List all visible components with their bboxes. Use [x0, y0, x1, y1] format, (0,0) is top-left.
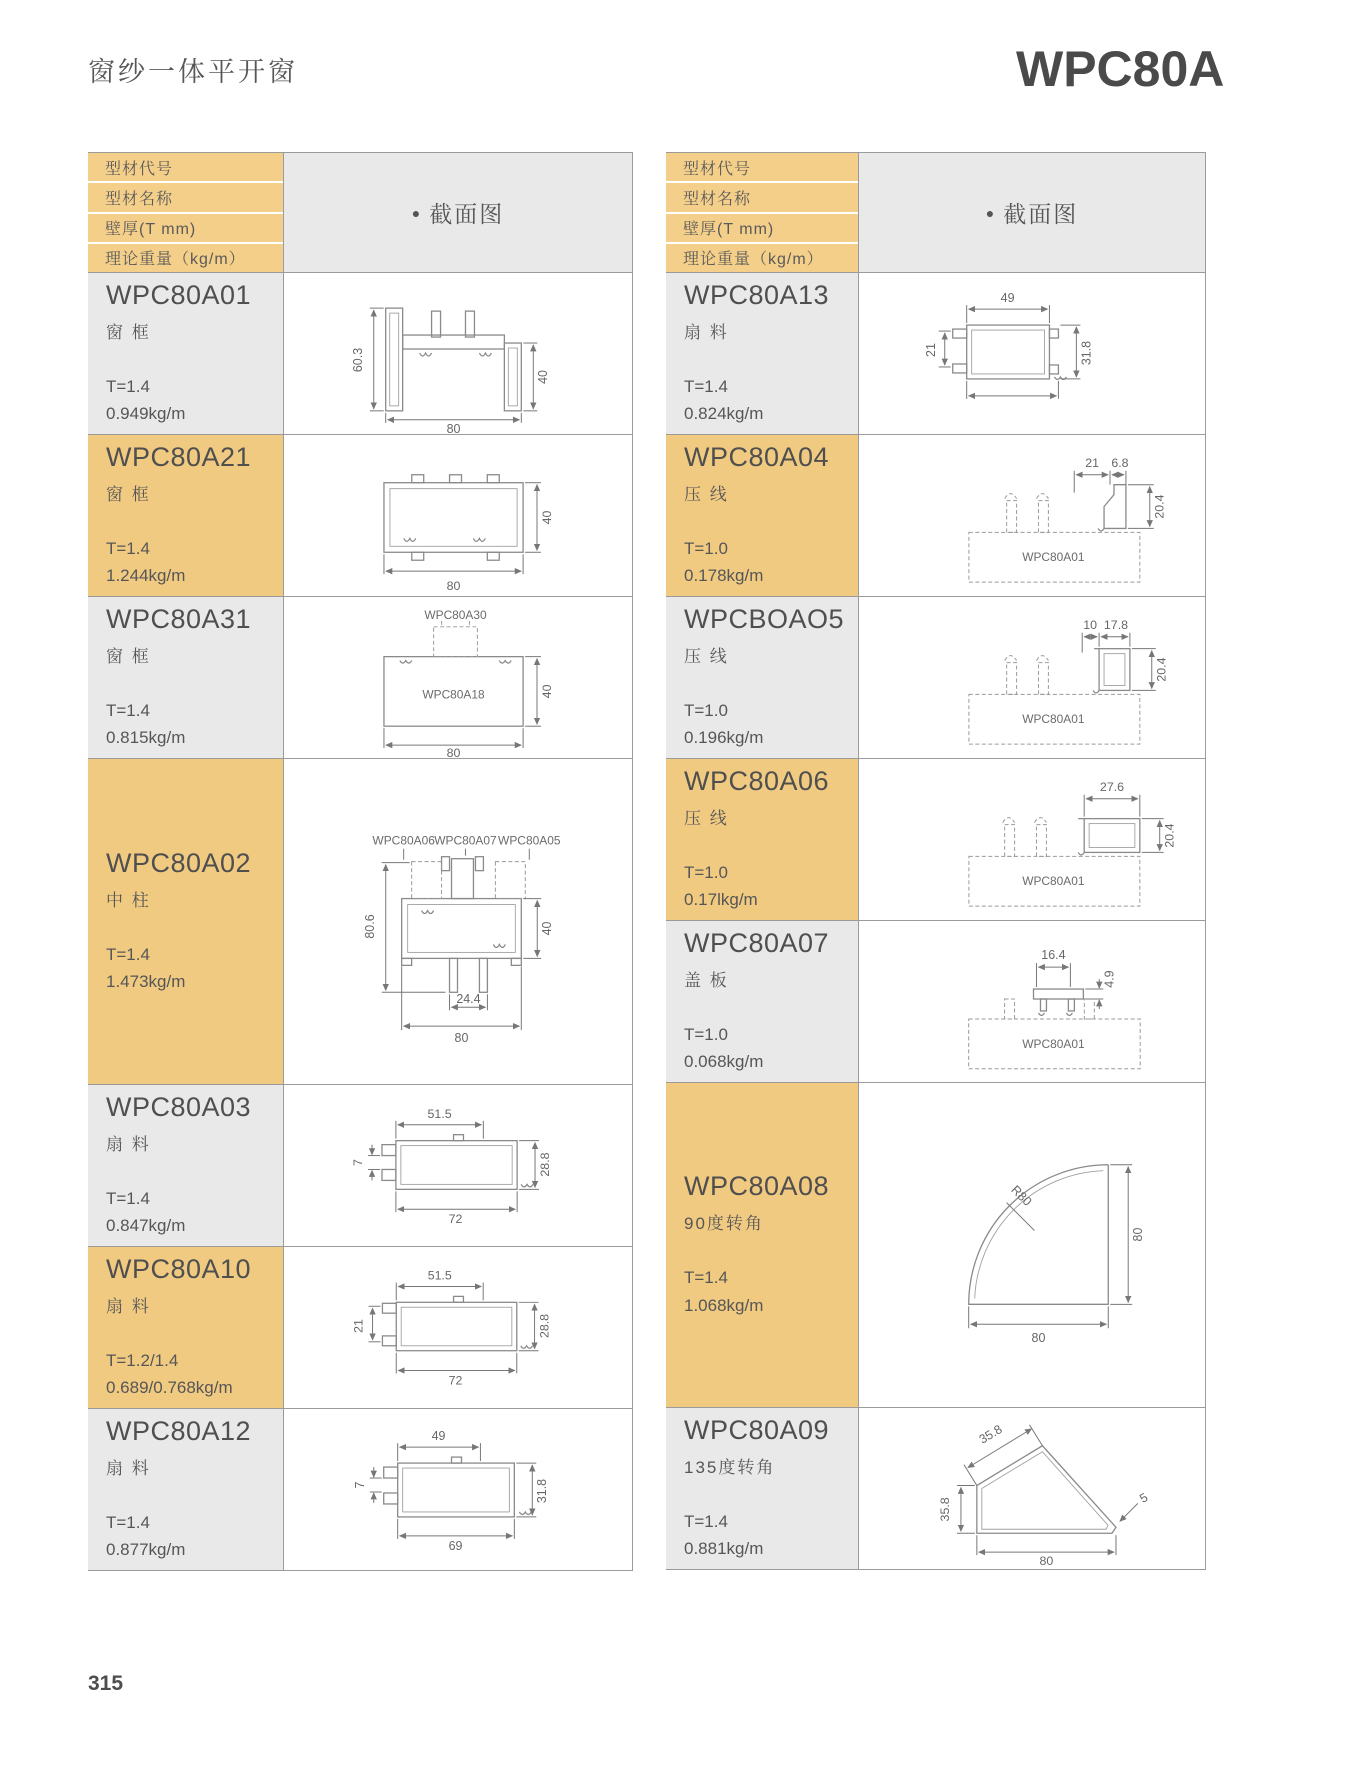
- profile-info-cell: [88, 1409, 283, 1570]
- profile-name: 压 线: [684, 484, 729, 504]
- part-label: WPC80A30: [424, 607, 487, 622]
- dim-label: 40: [536, 370, 551, 384]
- part-label: WPC80A05: [498, 833, 561, 848]
- table-row: [88, 1247, 632, 1409]
- page-number: 315: [88, 1672, 124, 1695]
- header-label-column: [88, 153, 283, 272]
- profile-code: WPC80A04: [684, 441, 830, 472]
- profile-name: 窗 框: [106, 484, 151, 504]
- profile-code: WPC80A31: [106, 603, 252, 634]
- profile-name: 扇 料: [106, 1296, 151, 1316]
- unit-weight: 1.068kg/m: [684, 1295, 764, 1315]
- profile-code: WPC80A07: [684, 927, 830, 958]
- wall-thickness: T=1.4: [684, 1268, 728, 1288]
- profile-name: 扇 料: [684, 322, 729, 342]
- unit-weight: 0.17lkg/m: [684, 890, 758, 909]
- dim-label: 80: [446, 579, 461, 594]
- unit-weight: 0.824kg/m: [684, 404, 764, 423]
- bullet-icon: ●: [411, 204, 423, 221]
- profile-code: WPCBOAO5: [684, 603, 845, 634]
- header-unit-weight: 理论重量（kg/m）: [666, 244, 858, 272]
- dim-label: R80: [1008, 1182, 1035, 1209]
- profile-code: WPC80A21: [106, 441, 252, 472]
- cross-section-diagram: [859, 759, 1205, 920]
- table-row: [88, 273, 632, 435]
- dim-label: 35.8: [976, 1422, 1005, 1447]
- unit-weight: 0.689/0.768kg/m: [106, 1378, 233, 1397]
- profile-info-cell: [88, 1085, 283, 1246]
- profile-code: WPC80A06: [684, 765, 830, 796]
- dim-label: 5: [1137, 1490, 1151, 1506]
- unit-weight: 0.068kg/m: [684, 1052, 764, 1071]
- dim-label: 20.4: [1152, 494, 1167, 519]
- cross-section-diagram: [859, 921, 1205, 1082]
- header-unit-weight: 理论重量（kg/m）: [88, 244, 283, 272]
- unit-weight: 0.196kg/m: [684, 728, 764, 747]
- wall-thickness: T=1.4: [106, 376, 150, 396]
- section-drawing-header: [283, 153, 632, 272]
- table-row: [88, 435, 632, 597]
- dim-label: 31.8: [535, 1478, 550, 1504]
- dim-label: 7: [352, 1481, 367, 1489]
- header-profile-name: 型材名称: [666, 183, 858, 211]
- header-profile-code: 型材代号: [666, 153, 858, 181]
- profile-code: WPC80A01: [106, 279, 252, 310]
- cross-section-cell: [858, 597, 1205, 758]
- cross-section-cell: [858, 921, 1205, 1082]
- unit-weight: 0.881kg/m: [684, 1539, 764, 1558]
- table-row: [666, 921, 1205, 1083]
- dim-label: 51.5: [427, 1106, 452, 1121]
- dim-label: 16.4: [1041, 948, 1066, 963]
- dim-label: 17.8: [1103, 617, 1129, 632]
- wall-thickness: T=1.0: [684, 1024, 728, 1044]
- profile-code: WPC80A03: [106, 1091, 252, 1122]
- bullet-icon: ●: [985, 204, 997, 221]
- wall-thickness: T=1.0: [684, 700, 728, 720]
- part-label: WPC80A01: [1022, 712, 1085, 727]
- unit-weight: 0.815kg/m: [106, 728, 186, 747]
- profile-info-cell: [666, 1083, 858, 1407]
- cross-section-diagram: [284, 1247, 632, 1408]
- table-row: [666, 759, 1205, 921]
- dim-label: 4.9: [1102, 970, 1117, 988]
- unit-weight: 0.847kg/m: [106, 1216, 186, 1235]
- dim-label: 21: [1085, 455, 1100, 470]
- cross-section-diagram: [284, 597, 632, 758]
- part-label: WPC80A01: [1022, 874, 1085, 889]
- series-code-title: WPC80A: [1016, 41, 1225, 97]
- dim-label: 20.4: [1162, 823, 1177, 848]
- cross-section-diagram: [859, 273, 1205, 434]
- unit-weight: 1.473kg/m: [106, 972, 186, 991]
- dim-label: 10: [1083, 617, 1098, 632]
- header-profile-code: 型材代号: [88, 153, 283, 181]
- part-label: WPC80A01: [1022, 550, 1085, 565]
- cross-section-cell: [858, 435, 1205, 596]
- dim-label: 40: [540, 921, 555, 936]
- profile-info-cell: [88, 1247, 283, 1408]
- cross-section-cell: [858, 759, 1205, 920]
- table-row: [666, 1083, 1205, 1408]
- header-label-column: [666, 153, 858, 272]
- cross-section-cell: [858, 1083, 1205, 1407]
- dim-label: 27.6: [1099, 779, 1125, 794]
- dim-label: 35.8: [938, 1497, 953, 1522]
- part-label: WPC80A01: [1022, 1036, 1085, 1051]
- table-row: [88, 1085, 632, 1247]
- profile-code: WPC80A10: [106, 1253, 252, 1284]
- profile-info-cell: [88, 597, 283, 758]
- wall-thickness: T=1.0: [684, 538, 728, 558]
- profile-code: WPC80A09: [684, 1414, 830, 1445]
- cross-section-cell: [283, 1247, 632, 1408]
- profile-name: 压 线: [684, 646, 729, 666]
- profile-info-cell: [666, 759, 858, 920]
- profile-name: 窗 框: [106, 646, 151, 666]
- page-title: 窗纱一体平开窗: [88, 57, 298, 87]
- wall-thickness: T=1.0: [684, 862, 728, 882]
- dim-label: 40: [539, 684, 554, 699]
- header-wall-thickness: 壁厚(T mm): [666, 214, 858, 242]
- cross-section-diagram: [284, 759, 632, 1084]
- dim-label: 80: [1031, 1331, 1046, 1346]
- wall-thickness: T=1.4: [106, 1188, 150, 1208]
- profile-name: 扇 料: [106, 1458, 151, 1478]
- cross-section-cell: [283, 1085, 632, 1246]
- dim-label: 51.5: [427, 1268, 452, 1283]
- profile-code: WPC80A13: [684, 279, 830, 310]
- wall-thickness: T=1.4: [684, 1511, 728, 1531]
- table-row: [666, 435, 1205, 597]
- profile-table-right: [666, 152, 1206, 1570]
- dim-label: 69: [448, 1538, 463, 1553]
- dim-label: 24.4: [456, 992, 481, 1007]
- dim-label: 80: [1039, 1554, 1054, 1569]
- header-profile-name: 型材名称: [88, 183, 283, 211]
- profile-info-cell: [88, 435, 283, 596]
- dim-label: 72: [448, 1373, 463, 1388]
- wall-thickness: T=1.4: [106, 944, 150, 964]
- cross-section-diagram: [284, 273, 632, 434]
- profile-name: 中 柱: [106, 890, 151, 910]
- profile-info-cell: [666, 921, 858, 1082]
- dim-label: 21: [923, 343, 938, 357]
- cross-section-cell: [858, 1408, 1205, 1569]
- dim-label: 80: [446, 421, 461, 434]
- table-row: [666, 1408, 1205, 1570]
- section-drawing-label: 截面图: [1003, 201, 1079, 227]
- profile-info-cell: [666, 273, 858, 434]
- wall-thickness: T=1.2/1.4: [106, 1350, 179, 1370]
- cross-section-diagram: [859, 597, 1205, 758]
- table-row: [88, 759, 632, 1085]
- profile-info-cell: [88, 273, 283, 434]
- table-row: [666, 273, 1205, 435]
- cross-section-cell: [283, 435, 632, 596]
- part-label: WPC80A06: [372, 833, 435, 848]
- table-row: [666, 597, 1205, 759]
- unit-weight: 1.244kg/m: [106, 566, 186, 585]
- dim-label: 80: [454, 1031, 469, 1046]
- part-label: WPC80A18: [422, 687, 485, 702]
- cross-section-diagram: [859, 1408, 1205, 1569]
- profile-name: 盖 板: [684, 970, 729, 990]
- profile-name: 扇 料: [106, 1134, 151, 1154]
- profile-name: 压 线: [684, 808, 729, 828]
- table-header: [88, 153, 632, 273]
- dim-label: 6.8: [1111, 455, 1129, 470]
- dim-label: 40: [539, 510, 554, 525]
- cross-section-diagram: [284, 1085, 632, 1246]
- profile-code: WPC80A12: [106, 1415, 252, 1446]
- wall-thickness: T=1.4: [106, 700, 150, 720]
- dim-label: 49: [431, 1429, 446, 1444]
- cross-section-cell: [283, 1409, 632, 1570]
- profile-info-cell: [666, 1408, 858, 1569]
- unit-weight: 0.949kg/m: [106, 404, 186, 423]
- cross-section-diagram: [284, 435, 632, 596]
- dim-label: 80.6: [362, 914, 377, 939]
- cross-section-diagram: [859, 435, 1205, 596]
- profile-info-cell: [666, 597, 858, 758]
- table-row: [88, 1409, 632, 1571]
- profile-info-cell: [666, 435, 858, 596]
- section-drawing-label: 截面图: [429, 201, 505, 227]
- profile-name: 90度转角: [684, 1214, 764, 1234]
- cross-section-cell: [283, 597, 632, 758]
- wall-thickness: T=1.4: [106, 1512, 150, 1532]
- cross-section-cell: [858, 273, 1205, 434]
- profile-code: WPC80A08: [684, 1171, 830, 1202]
- dim-label: 72: [448, 1212, 463, 1227]
- dim-label: 7: [351, 1159, 366, 1166]
- dim-label: 21: [351, 1319, 366, 1333]
- dim-label: 60.3: [350, 347, 365, 373]
- dim-label: 28.8: [537, 1152, 552, 1177]
- cross-section-cell: [283, 273, 632, 434]
- dim-label: 80: [1131, 1227, 1146, 1242]
- cross-section-diagram: [859, 1083, 1205, 1407]
- dim-label: 49: [1000, 291, 1015, 306]
- wall-thickness: T=1.4: [106, 538, 150, 558]
- profile-info-cell: [88, 759, 283, 1084]
- dim-label: 80: [446, 746, 461, 758]
- profile-table-left: [88, 152, 633, 1571]
- profile-code: WPC80A02: [106, 847, 252, 878]
- part-label: WPC80A07: [434, 833, 497, 848]
- table-header: [666, 153, 1205, 273]
- dim-label: 31.8: [1079, 340, 1094, 366]
- cross-section-diagram: [284, 1409, 632, 1570]
- cross-section-cell: [283, 759, 632, 1084]
- table-row: [88, 597, 632, 759]
- header-wall-thickness: 壁厚(T mm): [88, 214, 283, 242]
- section-drawing-header: [858, 153, 1205, 272]
- dim-label: 20.4: [1154, 657, 1169, 682]
- wall-thickness: T=1.4: [684, 376, 728, 396]
- profile-name: 135度转角: [684, 1457, 776, 1477]
- dim-label: 28.8: [537, 1314, 552, 1339]
- profile-name: 窗 框: [106, 322, 151, 342]
- unit-weight: 0.178kg/m: [684, 566, 764, 585]
- unit-weight: 0.877kg/m: [106, 1540, 186, 1559]
